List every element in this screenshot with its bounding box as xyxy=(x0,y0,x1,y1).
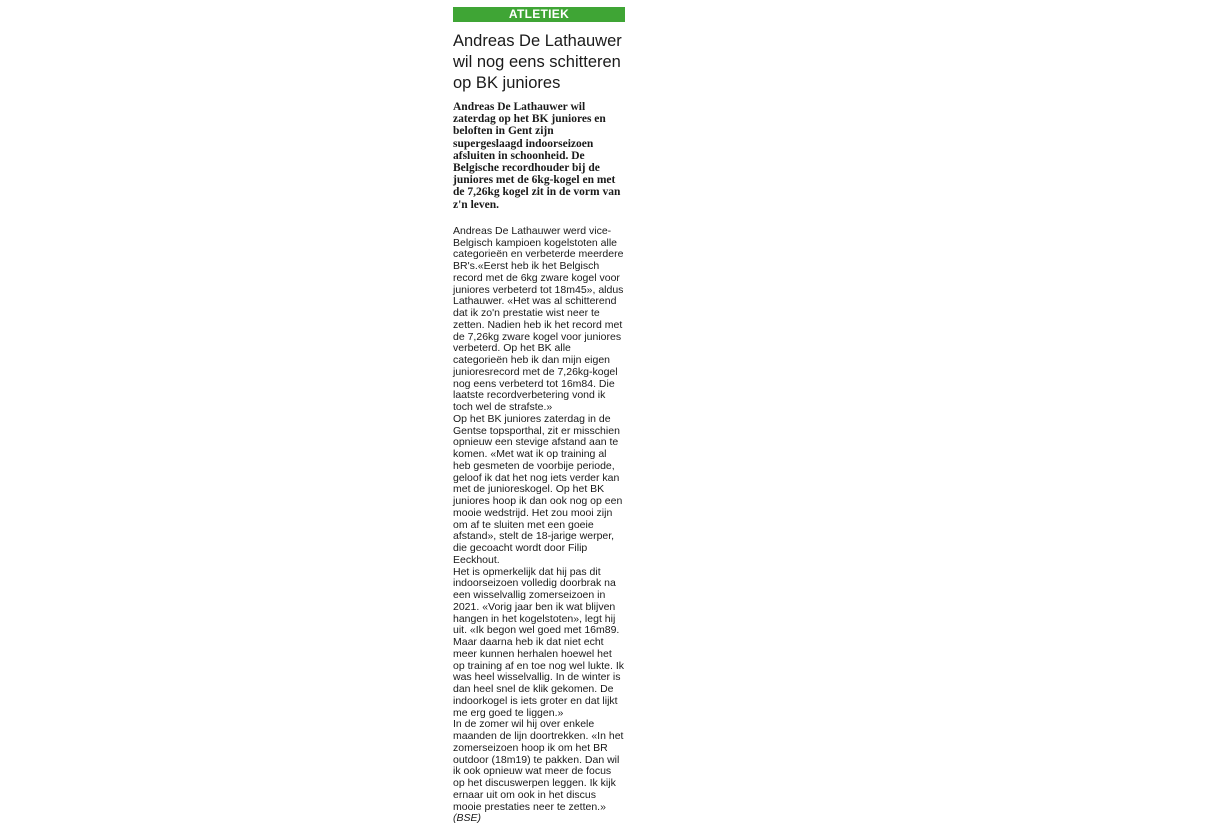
body-paragraph: Andreas De Lathauwer werd vice-Belgisch kampioen kogelstoten alle categorieën en verbeterde meerdere BR's.«Eerst heb ik het Belgisch record met de 6kg zware kogel voor juniores verbeterd tot 18m45», aldus Lathauwer. «Het was al schitterend dat ik zo'n prestatie wist neer te zetten. Nadien heb ik het record met de 7,26kg zware kogel voor juniores verbeterd. Op het BK alle categorieën heb ik dan mijn eigen junioresrecord met de 7,26kg-kogel nog eens verbeterd tot 16m84. Die laatste recordverbetering vond ik toch wel de strafste.» xyxy=(453,224,624,414)
body-paragraph xyxy=(453,719,625,825)
body-paragraph: Op het BK juniores zaterdag in de Gentse topsporthal, zit er misschien opnieuw een stevige afstand aan te komen. «Met wat ik op training al heb gesmeten de voorbije periode, geloof ik dat het nog iets verder kan met de junioreskogel. Op het BK juniores hoop ik dan ook nog op een mooie wedstrijd. Het zou mooi zijn om af te sluiten met een goeie afstand», stelt de 18-jarige werper, die gecoacht wordt door Filip Eeckhout. xyxy=(453,412,623,566)
byline: (BSE) xyxy=(453,812,482,825)
body-paragraph-text: In de zomer wil hij over enkele maanden de lijn doortrekken. «In het zomerseizoen hoop ik om het BR outdoor (18m19) te pakken. Dan wil ik ook opnieuw wat meer de focus op het discuswerpen leggen. Ik kijk ernaar uit om ook in het discus mooie prestaties neer te zetten.» xyxy=(453,718,624,813)
article-body xyxy=(453,226,625,825)
article xyxy=(453,7,625,825)
section-label: ATLETIEK xyxy=(453,7,625,22)
lead-paragraph: Andreas De Lathauwer wil zaterdag op het BK juniores en beloften in Gent zijn supergeslaagd indoorseizoen afsluiten in schoonheid. De Belgische recordhouder bij de juniores met de 6kg-kogel en met de 7,26kg kogel zit in de vorm van z'n leven. xyxy=(453,101,621,211)
body-paragraph: Het is opmerkelijk dat hij pas dit indoorseizoen volledig doorbrak na een wisselvallig zomerseizoen in 2021. «Vorig jaar ben ik wat blijven hangen in het kogelstoten», legt hij uit. «Ik begon wel goed met 16m89. Maar daarna heb ik dat niet echt meer kunnen herhalen hoewel het op training af en toe nog wel lukte. Ik was heel wisselvallig. In de winter is dan heel snel de klik gekomen. De indoorkogel is iets groter en dat lijkt me erg goed te liggen.» xyxy=(453,565,625,719)
headline: Andreas De Lathauwer wil nog eens schitteren op BK juniores xyxy=(453,32,622,92)
